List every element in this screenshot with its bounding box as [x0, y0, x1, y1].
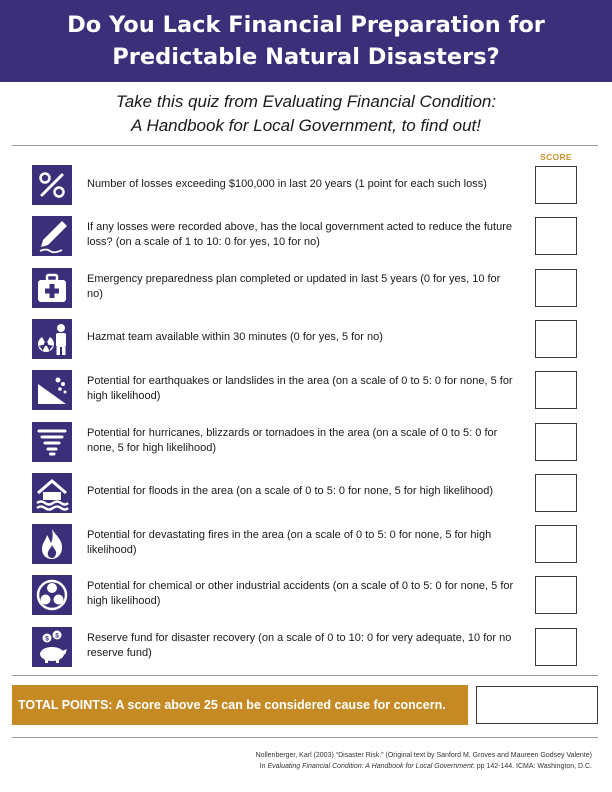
score-box[interactable]: [535, 166, 577, 204]
question-row: [0, 267, 612, 307]
question-row: [0, 215, 612, 255]
top-divider: [12, 145, 598, 146]
question-text: Hazmat team available within 30 minutes (0 for yes, 5 for no): [87, 331, 383, 344]
score-box[interactable]: [535, 217, 577, 255]
question-text: Potential for floods in the area (on a scale of 0 to 5: 0 for none, 5 for high likelihood): [87, 485, 494, 498]
question-row: [0, 523, 612, 563]
question-text: If any losses were recorded above, has the local government acted to reduce the future loss? (on a scale of 1 to 10: 0 for yes, 10 for no): [87, 221, 512, 249]
citation-prefix: In: [259, 763, 268, 770]
question-row: [0, 369, 612, 409]
svg-text:$: $: [55, 632, 59, 640]
landslide-icon: [32, 370, 72, 410]
question-text: Potential for hurricanes, blizzards or tornadoes in the area (on a scale of 0 to 5: 0 for none, 5 for high likelihood): [87, 426, 498, 454]
piggy-bank-icon: [32, 627, 72, 667]
hazmat-suit-icon: [32, 319, 72, 359]
question-text: Number of losses exceeding $100,000 in last 20 years (1 point for each such loss): [87, 177, 487, 190]
bottom-divider: [12, 737, 598, 738]
score-box[interactable]: [535, 628, 577, 666]
percent-icon: [32, 165, 72, 205]
citation-line-1: Nollenberger, Karl (2003) “Disaster Risk.” (Original text by Sanford M. Groves and Maureen Godsey Valente): [255, 752, 592, 759]
question-text: Potential for devastating fires in the area (on a scale of 0 to 5: 0 for none, 5 for high likelihood): [87, 529, 492, 557]
page-title-line-2: Predictable Natural Disasters?: [112, 44, 500, 70]
middle-divider: [12, 675, 598, 676]
score-box[interactable]: [535, 576, 577, 614]
question-row: [0, 164, 612, 204]
tornado-icon: [32, 422, 72, 462]
page-header: [0, 0, 612, 82]
score-column-header: SCORE: [540, 152, 572, 162]
question-row: [0, 421, 612, 461]
pen-icon: [32, 216, 72, 256]
first-aid-kit-icon: [32, 268, 72, 308]
question-row: [0, 472, 612, 512]
total-score-box[interactable]: [476, 686, 598, 724]
chemical-hazard-icon: [32, 575, 72, 615]
question-text: Reserve fund for disaster recovery (on a scale of 0 to 10: 0 for very adequate, 10 for no reserve fund): [87, 631, 512, 659]
score-box[interactable]: [535, 525, 577, 563]
subtitle-line-1: Take this quiz from Evaluating Financial Condition:: [115, 92, 497, 111]
citation-line-2: [150, 761, 592, 772]
score-box[interactable]: [535, 423, 577, 461]
question-row: [0, 318, 612, 358]
subtitle-line-2: A Handbook for Local Government, to find out!: [131, 116, 481, 135]
svg-text:$: $: [45, 635, 49, 643]
question-text: Potential for chemical or other industrial accidents (on a scale of 0 to 5: 0 for none, 5 for high likelihood): [87, 580, 514, 608]
citation-book-title: Evaluating Financial Condition: A Handbook for Local Government: [267, 763, 473, 770]
question-text: Potential for earthquakes or landslides in the area (on a scale of 0 to 5: 0 for none, 5 for high likelihood): [87, 375, 513, 403]
score-box[interactable]: [535, 320, 577, 358]
total-points-label: TOTAL POINTS: A score above 25 can be considered cause for concern.: [18, 698, 446, 712]
total-points-banner: [12, 685, 468, 725]
citation: [150, 750, 592, 772]
flood-icon: [32, 473, 72, 513]
question-text: Emergency preparedness plan completed or updated in last 5 years (0 for yes, 10 for no): [87, 272, 501, 300]
score-box[interactable]: [535, 474, 577, 512]
citation-suffix: : pp 142-144. ICMA: Washington, D.C.: [472, 763, 592, 770]
quiz-subtitle: [0, 90, 612, 138]
page-title-line-1: Do You Lack Financial Preparation for: [67, 12, 545, 38]
score-box[interactable]: [535, 371, 577, 409]
question-row: [0, 574, 612, 614]
fire-icon: [32, 524, 72, 564]
question-row: [0, 626, 612, 666]
score-box[interactable]: [535, 269, 577, 307]
